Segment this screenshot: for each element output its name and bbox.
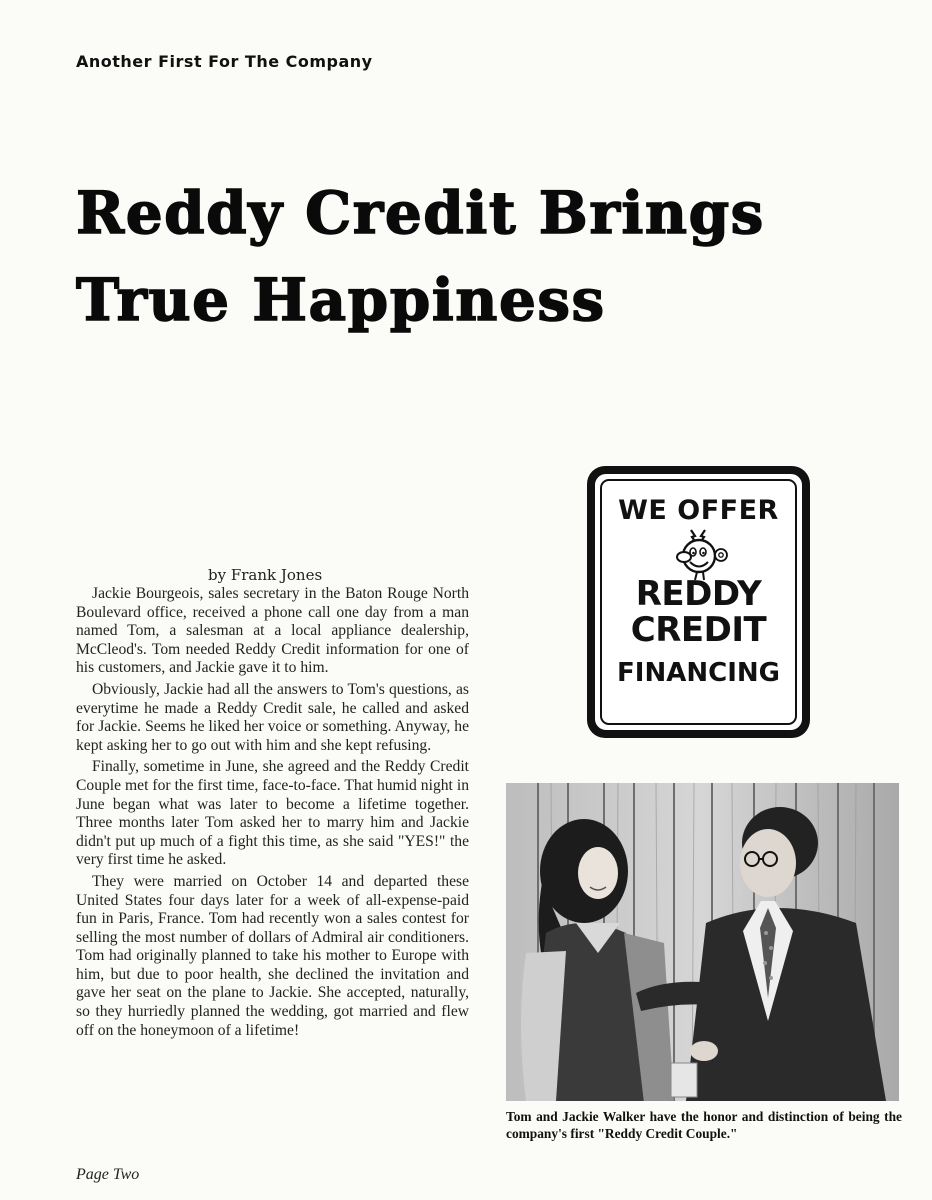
section-kicker: Another First For The Company	[76, 52, 373, 71]
article-paragraph-1: Jackie Bourgeois, sales secretary in the Baton Rouge North Boulevard office, received a phone call one day from a man named Tom, a salesman at a local appliance dealership, McCleod's. Tom needed Reddy Credit information for one of his customers, and Jackie gave it to him.	[76, 585, 469, 677]
photo-caption: Tom and Jackie Walker have the honor and distinction of being the company's first "Reddy Credit Couple."	[506, 1109, 902, 1141]
article-paragraph-3: Finally, sometime in June, she agreed and the Reddy Credit Couple met for the first time, face-to-face. That humid night in June began what was later to become a lifetime together. Three months later Tom asked her to marry him and Jackie didn't put up much of a fight this time, as she said "YES!" the very first time he asked.	[76, 758, 469, 869]
sign-credit: CREDIT	[630, 610, 767, 650]
reddy-credit-sign	[587, 466, 810, 738]
page-number: Page Two	[76, 1166, 140, 1183]
sign-financing: FINANCING	[617, 658, 780, 688]
article-headline	[76, 170, 896, 344]
headline-line-1: Reddy Credit Brings	[76, 179, 765, 247]
sign-reddy: REDDY	[635, 574, 762, 614]
article-paragraph-4: They were married on October 14 and departed these United States four days later for a week of all-expense-paid fun in Paris, France. Tom had recently won a sales contest for selling the most number of dollars of Admiral air conditioners. Tom had originally planned to take his mother to Europe with him, but due to poor health, she declined the invitation and gave her seat on the plane to Jackie. She accepted, naturally, so they hurriedly planned the wedding, got married and flew off on the honeymoon of a lifetime!	[76, 872, 469, 1039]
headline-line-2: True Happiness	[76, 266, 606, 334]
byline: by Frank Jones	[208, 566, 323, 584]
article-paragraph-2: Obviously, Jackie had all the answers to Tom's questions, as everytime he made a Reddy Credit sale, he called and asked for Jackie. Seems he liked her voice or something. Anyway, he kept asking her to go out with him and she kept refusing.	[76, 680, 469, 754]
sign-we-offer: WE OFFER	[618, 495, 779, 526]
article-body	[76, 585, 469, 1043]
couple-photo	[506, 783, 899, 1101]
couple-photo-illustration	[506, 783, 899, 1101]
